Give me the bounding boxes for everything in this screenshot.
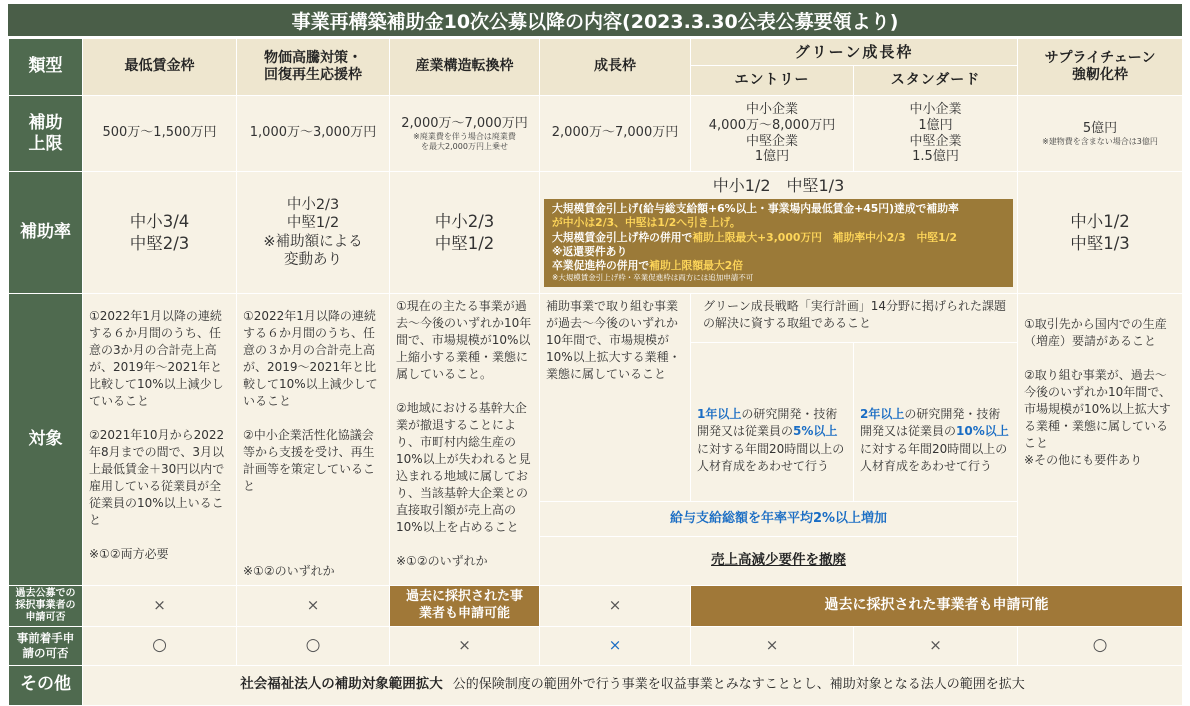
target-industry: ①現在の主たる事業が過去～今後のいずれか10年間で、市場規模が10%以上縮小する業種・業態に属していること。 ②地域における基幹大企業が撤退することにより、市町村内総生産の10%以上が失われると見込まれる地域に属しており、当該基幹大企業との直接取引額が売上高の10%以上を占めること ※①②のいずれか: [390, 294, 540, 586]
limit-supply-value: 5億円: [1082, 120, 1118, 136]
column-green-entry: エントリー: [691, 66, 854, 96]
other-content: [83, 665, 1183, 705]
boost-line-5b: 補助上限額最大2倍: [649, 259, 744, 272]
column-supply-chain: サプライチェーン 強靭化枠: [1018, 39, 1183, 96]
sales-requirement-text: 売上高減少要件を撤廃: [711, 551, 846, 568]
limit-industry-value: 2,000万～7,000万円: [401, 115, 528, 131]
column-min-wage: 最低賃金枠: [83, 39, 237, 96]
boost-line-3b: 補助上限最大+3,000万円 補助率中小2/3 中堅1/2: [692, 230, 958, 244]
column-green: グリーン成長枠: [691, 39, 1018, 66]
boost-fine-print: ※大規模賃金引上げ枠・卒業促進枠は両方には追加申請不可: [552, 273, 754, 283]
column-green-standard: スタンダード: [854, 66, 1018, 96]
limit-price: 1,000万～3,000万円: [237, 96, 390, 172]
boost-line-5a: 卒業促進枠の併用で: [552, 259, 650, 272]
prior-industry: ×: [390, 626, 540, 665]
entry-text-2: に対する年間20時間以上の人材育成をあわせて行う: [697, 441, 845, 473]
row-header-rate: 補助率: [9, 172, 83, 294]
target-green-standard: [854, 342, 1018, 501]
limit-min-wage: 500万～1,500万円: [83, 96, 237, 172]
target-price: ①2022年1月以降の連続する６か月間のうち、任意の３か月の合計売上高が、2019～2021年と比較して10%以上減少していること ②中小企業活性化協議会等から支援を受け、再生計画等を策定していること ※①②のいずれか: [237, 294, 390, 586]
row-header-limit: 補助 上限: [9, 96, 83, 172]
wage-increase-text: 給与支給総額を年率平均2%以上増加: [669, 510, 888, 526]
target-wage-increase: [540, 501, 1018, 536]
boost-line-3a: 大規模賃金引上げ枠の併用で: [552, 230, 693, 244]
entry-keyword-percent: 5%以上: [793, 424, 838, 439]
target-supply-chain: ①取引先から国内での生産（増産）要請があること ②取り組む事業が、過去～今後のいずれか10年間で、市場規模が10%以上拡大する業種・業態に属していること ※その他にも要件あり: [1018, 294, 1183, 586]
past-others: 過去に採択された事業者も申請可能: [691, 585, 1183, 626]
prior-supply-chain: ○: [1018, 626, 1183, 665]
row-header-type: 類型: [9, 39, 83, 96]
rate-min-wage: 中小3/4 中堅2/3: [83, 172, 237, 294]
other-bold-text: 社会福祉法人の補助対象範囲拡大: [240, 676, 443, 693]
target-sales-requirement: [540, 536, 1018, 585]
target-min-wage: ①2022年1月以降の連続する６か月間のうち、任意の3か月の合計売上高が、2019年～2021年と比較して10%以上減少していること ②2021年10月から2022年8月までの間で、3月以上最低賃金＋30円以内で雇用している従業員が全従業員の10%以上いること ※①②両方必要: [83, 294, 237, 586]
column-price: 物価高騰対策・ 回復再生応援枠: [237, 39, 390, 96]
target-green-common: グリーン成長戦略「実行計画」14分野に掲げられた課題の解決に資する取組であること: [691, 294, 1018, 343]
rate-supply-chain: 中小1/2 中堅1/3: [1018, 172, 1183, 294]
prior-green-entry: ×: [691, 626, 854, 665]
entry-keyword-years: 1年以上: [697, 407, 742, 422]
standard-keyword-percent: 10%以上: [956, 424, 1009, 439]
limit-green-entry: 中小企業 4,000万～8,000万円 中堅企業 1億円: [691, 96, 854, 172]
other-regular-text: 公的保険制度の範囲外で行う事業を収益事業とみなすこととし、補助対象となる法人の範囲を拡大: [452, 677, 1025, 693]
rate-price: 中小2/3 中堅1/2 ※補助額による 変動あり: [237, 172, 390, 294]
limit-industry-note: ※廃業費を伴う場合は廃業費 を最大2,000万円上乗せ: [413, 132, 516, 151]
page-title: 事業再構築補助金10次公募以降の内容(2023.3.30公表公募要領より): [8, 4, 1182, 36]
entry-text-1: の研究開発・技術開発又は従業員の: [697, 407, 838, 439]
prior-min-wage: ○: [83, 626, 237, 665]
prior-price: ○: [237, 626, 390, 665]
column-industry: 産業構造転換枠: [390, 39, 540, 96]
rate-growth-green: [540, 172, 1018, 294]
past-industry: 過去に採択された事 業者も申請可能: [390, 585, 540, 626]
boost-line-2: が中小は2/3、中堅は1/2へ引き上げ。: [552, 216, 741, 230]
past-price: ×: [237, 585, 390, 626]
standard-text-2: に対する年間20時間以上の人材育成をあわせて行う: [860, 441, 1008, 473]
limit-industry: [390, 96, 540, 172]
standard-keyword-years: 2年以上: [860, 407, 905, 422]
row-header-other: その他: [9, 665, 83, 705]
target-growth: 補助事業で取り組む事業が過去～今後のいずれか10年間で、市場規模が10%以上拡大する業種・業態に属していること: [540, 294, 691, 502]
row-header-target: 対象: [9, 294, 83, 586]
prior-growth: ×: [540, 626, 691, 665]
boost-line-4: ※返還要件あり: [552, 244, 628, 258]
column-growth: 成長枠: [540, 39, 691, 96]
past-growth: ×: [540, 585, 691, 626]
subsidy-comparison-table: [8, 38, 1183, 706]
limit-supply-chain: [1018, 96, 1183, 172]
wage-raise-boost-box: [544, 199, 1013, 287]
prior-green-standard: ×: [854, 626, 1018, 665]
past-min-wage: ×: [83, 585, 237, 626]
standard-text-1: の研究開発・技術開発又は従業員の: [860, 407, 1001, 439]
boost-line-1: 大規模賃金引上げ(給与総支給額+6%以上・事業場内最低賃金+45円)達成で補助率: [552, 202, 959, 215]
row-header-past: 過去公募での 採択事業者の 申請可否: [9, 585, 83, 626]
target-green-entry: [691, 342, 854, 501]
rate-industry: 中小2/3 中堅1/2: [390, 172, 540, 294]
row-header-prior: 事前着手申 請の可否: [9, 626, 83, 665]
limit-growth: 2,000万～7,000万円: [540, 96, 691, 172]
rate-growth-green-value: 中小1/2 中堅1/3: [712, 176, 845, 195]
limit-supply-note: ※建物費を含まない場合は3億円: [1042, 136, 1158, 146]
limit-green-standard: 中小企業 1億円 中堅企業 1.5億円: [854, 96, 1018, 172]
